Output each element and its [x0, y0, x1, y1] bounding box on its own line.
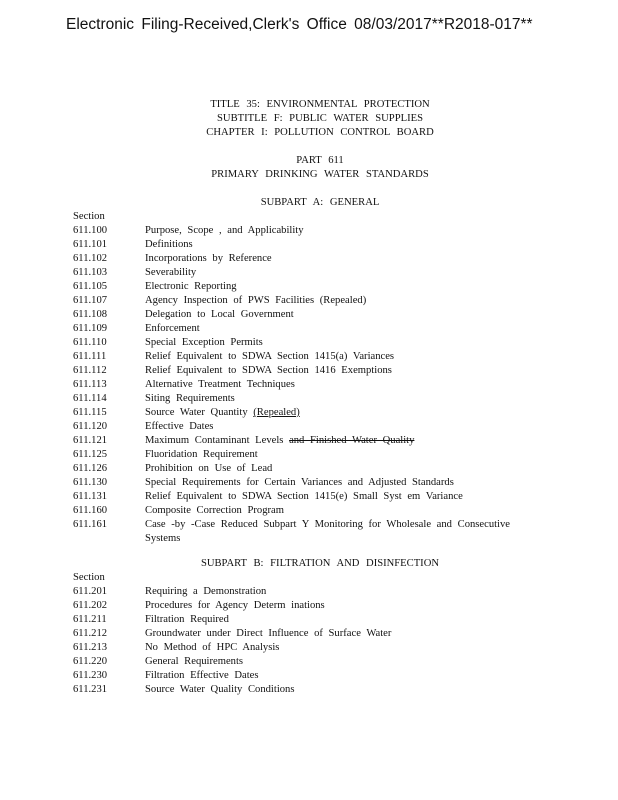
subpart-b-section-list: [73, 585, 533, 697]
added-text: (Repealed): [253, 407, 300, 418]
section-number: 611.107: [73, 295, 108, 306]
toc-row: [73, 641, 533, 655]
subtitle-line: SUBTITLE F: PUBLIC WATER SUPPLIES: [217, 113, 423, 124]
toc-row: [73, 669, 533, 683]
section-title-text: Definitions: [145, 239, 193, 250]
section-title-text: Special Requirements for Certain Variances and Adjusted Standards: [145, 477, 454, 488]
section-title-text: Relief Equivalent to SDWA Section 1415(e) Small Syst em Variance: [145, 491, 463, 502]
section-title-text: Composite Correction Program: [145, 505, 284, 516]
toc-row: [73, 462, 533, 476]
section-number: 611.102: [73, 253, 108, 264]
section-title-text: Relief Equivalent to SDWA Section 1416 Exemptions: [145, 365, 392, 376]
section-number: 611.231: [73, 684, 108, 695]
section-number: 611.230: [73, 670, 108, 681]
section-title-text: Electronic Reporting: [145, 281, 237, 292]
section-number: 611.220: [73, 656, 108, 667]
section-title: [145, 599, 533, 613]
chapter-line: CHAPTER I: POLLUTION CONTROL BOARD: [206, 127, 434, 138]
part-name: PRIMARY DRINKING WATER STANDARDS: [211, 169, 429, 180]
section-number: 611.130: [73, 477, 108, 488]
section-number: 611.113: [73, 379, 107, 390]
section-title: [145, 378, 533, 392]
section-number: 611.131: [73, 491, 108, 502]
section-title: [145, 641, 533, 655]
section-title-text: Maximum Contaminant Levels: [145, 435, 290, 446]
toc-row: [73, 476, 533, 490]
section-title-text: General Requirements: [145, 656, 244, 667]
section-title-text: Requiring a Demonstration: [145, 586, 267, 597]
section-title-text: Purpose, Scope , and Applicability: [145, 225, 304, 236]
section-title-text: Effective Dates: [145, 421, 214, 432]
section-number: 611.101: [73, 239, 108, 250]
section-title: [145, 420, 533, 434]
title-block: [100, 98, 540, 140]
toc-row: [73, 280, 533, 294]
section-number: 611.110: [73, 337, 107, 348]
toc-row: [73, 613, 533, 627]
section-title-text: Fluoridation Requirement: [145, 449, 258, 460]
toc-row: [73, 490, 533, 504]
section-title: [145, 238, 533, 252]
section-title-text: Alternative Treatment Techniques: [145, 379, 295, 390]
toc-row: [73, 238, 533, 252]
section-title: [145, 224, 533, 238]
toc-row: [73, 266, 533, 280]
section-title: [145, 364, 533, 378]
subpart-a-section-list: [73, 224, 533, 546]
toc-row: [73, 336, 533, 350]
section-label: Section: [73, 572, 105, 583]
section-title-text: Procedures for Agency Determ inations: [145, 600, 325, 611]
subpart-b-heading: SUBPART B: FILTRATION AND DISINFECTION: [200, 558, 440, 569]
toc-row: [73, 420, 533, 434]
deleted-text: and Finished Water Quality: [289, 435, 415, 446]
part-block: [100, 154, 540, 182]
section-title: [145, 476, 533, 490]
section-title: [145, 252, 533, 266]
section-title: [145, 294, 533, 308]
toc-row: [73, 585, 533, 599]
section-title: [145, 683, 533, 697]
toc-row: [73, 224, 533, 238]
section-title-text: Siting Requirements: [145, 393, 235, 404]
section-title-text: Incorporations by Reference: [145, 253, 272, 264]
toc-row: [73, 406, 533, 420]
section-title: [145, 462, 533, 476]
section-number: 611.115: [73, 407, 107, 418]
section-title: [145, 308, 533, 322]
title-line: TITLE 35: ENVIRONMENTAL PROTECTION: [210, 99, 430, 110]
section-title-text: Agency Inspection of PWS Facilities (Repealed): [145, 295, 367, 306]
section-title-text: Case -by -Case Reduced Subpart Y Monitoring for Wholesale and Consecutive Systems: [145, 519, 510, 544]
section-title: [145, 434, 533, 448]
section-number: 611.100: [73, 225, 108, 236]
section-title-text: Delegation to Local Government: [145, 309, 294, 320]
toc-row: [73, 252, 533, 266]
toc-row: [73, 448, 533, 462]
section-title: [145, 518, 533, 546]
toc-row: [73, 378, 533, 392]
section-number: 611.160: [73, 505, 108, 516]
section-number: 611.112: [73, 365, 107, 376]
section-number: 611.111: [73, 351, 107, 362]
toc-row: [73, 350, 533, 364]
section-number: 611.211: [73, 614, 107, 625]
toc-row: [73, 683, 533, 697]
section-title: [145, 504, 533, 518]
toc-row: [73, 434, 533, 448]
subpart-a-heading: SUBPART A: GENERAL: [260, 197, 380, 208]
section-number: 611.125: [73, 449, 108, 460]
section-number: 611.108: [73, 309, 108, 320]
section-label: Section: [73, 211, 105, 222]
toc-row: [73, 504, 533, 518]
section-title-text: Severability: [145, 267, 197, 278]
section-title: [145, 490, 533, 504]
section-title-text: Relief Equivalent to SDWA Section 1415(a) Variances: [145, 351, 395, 362]
toc-row: [73, 364, 533, 378]
section-title-text: Special Exception Permits: [145, 337, 263, 348]
section-title-text: Enforcement: [145, 323, 200, 334]
toc-row: [73, 655, 533, 669]
section-number: 611.212: [73, 628, 108, 639]
toc-row: [73, 392, 533, 406]
toc-row: [73, 308, 533, 322]
toc-row: [73, 294, 533, 308]
section-number: 611.120: [73, 421, 108, 432]
section-title: [145, 322, 533, 336]
section-number: 611.103: [73, 267, 108, 278]
section-title: [145, 392, 533, 406]
section-number: 611.161: [73, 519, 108, 530]
section-title-text: Source Water Quantity: [145, 407, 254, 418]
filing-stamp-header: Electronic Filing-Received,Clerk's Office 08/03/2017**R2018-017**: [66, 16, 533, 33]
section-title: [145, 669, 533, 683]
section-title: [145, 336, 533, 350]
section-title: [145, 406, 533, 420]
section-number: 611.105: [73, 281, 108, 292]
section-number: 611.109: [73, 323, 108, 334]
section-number: 611.121: [73, 435, 108, 446]
section-title-text: Source Water Quality Conditions: [145, 684, 295, 695]
section-title: [145, 613, 533, 627]
section-title: [145, 350, 533, 364]
toc-row: [73, 322, 533, 336]
section-number: 611.126: [73, 463, 108, 474]
toc-row: [73, 518, 533, 546]
section-number: 611.213: [73, 642, 108, 653]
section-number: 611.202: [73, 600, 108, 611]
section-title: [145, 448, 533, 462]
toc-row: [73, 599, 533, 613]
section-title: [145, 627, 533, 641]
section-title-text: Groundwater under Direct Influence of Surface Water: [145, 628, 392, 639]
section-title-text: Filtration Required: [145, 614, 229, 625]
section-title-text: Prohibition on Use of Lead: [145, 463, 273, 474]
section-title: [145, 280, 533, 294]
section-title-text: No Method of HPC Analysis: [145, 642, 280, 653]
part-number: PART 611: [296, 155, 344, 166]
toc-row: [73, 627, 533, 641]
section-title: [145, 655, 533, 669]
section-title: [145, 266, 533, 280]
section-title-text: Filtration Effective Dates: [145, 670, 259, 681]
section-number: 611.114: [73, 393, 107, 404]
section-number: 611.201: [73, 586, 108, 597]
section-title: [145, 585, 533, 599]
